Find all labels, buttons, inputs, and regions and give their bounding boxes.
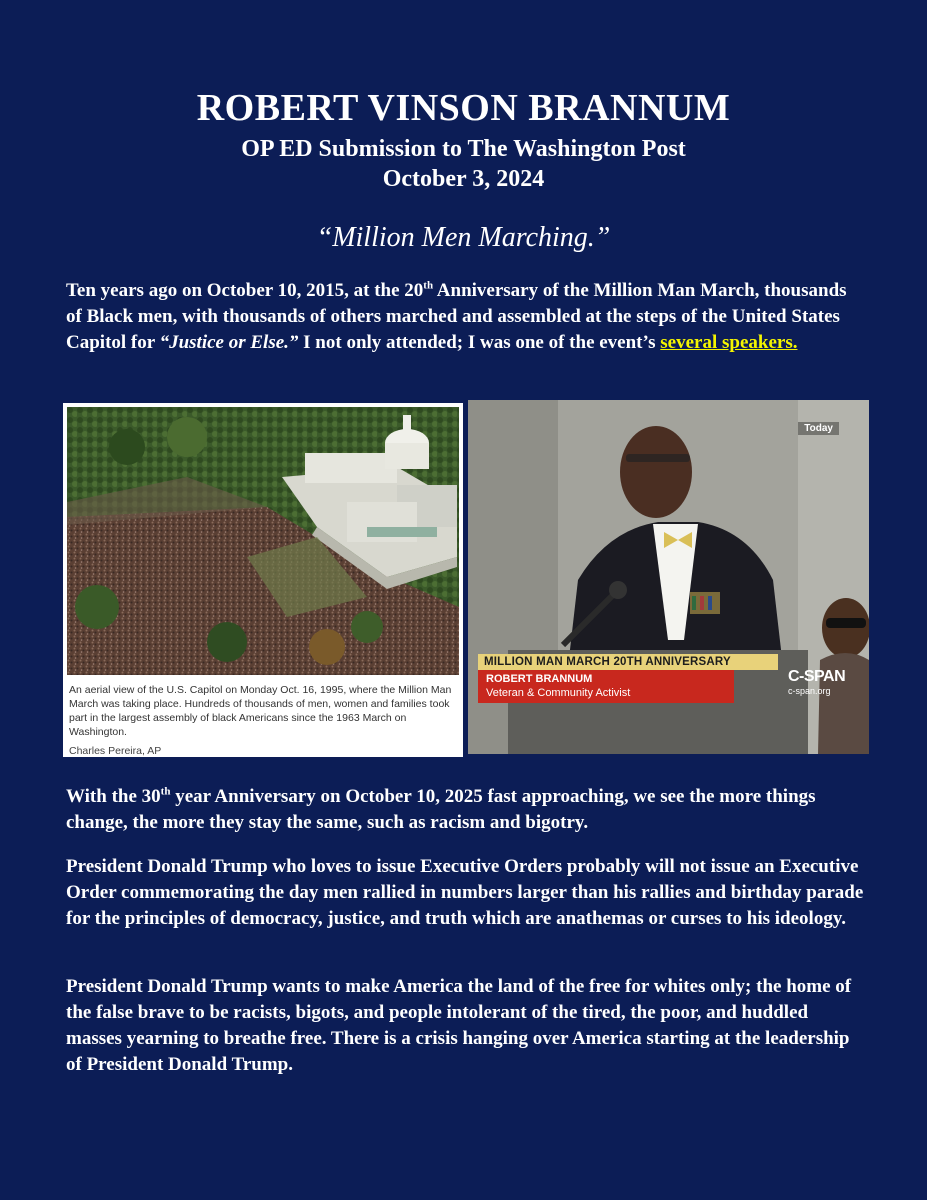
paragraph-intro xyxy=(66,278,866,356)
justice-or-else-quote: “Justice or Else.” xyxy=(159,332,299,353)
network-watermark xyxy=(788,668,845,696)
paragraph-anniversary xyxy=(66,784,866,836)
op-ed-headline: “Million Men Marching.” xyxy=(316,222,611,253)
cspan-url: c-span.org xyxy=(788,686,831,696)
event-banner: MILLION MAN MARCH 20TH ANNIVERSARY xyxy=(478,654,778,670)
several-speakers-link[interactable]: several speakers. xyxy=(660,332,798,353)
speaker-role: Veteran & Community Activist xyxy=(486,687,631,699)
aerial-image xyxy=(67,407,459,675)
broadcast-lower-third xyxy=(478,654,778,703)
paragraph-anniversary-text-1: With the 30 xyxy=(66,786,161,807)
submission-date: October 3, 2024 xyxy=(382,166,545,192)
cspan-logo: C-SPAN xyxy=(788,668,846,685)
today-corner-label: Today xyxy=(798,422,839,435)
paragraph-crisis: President Donald Trump wants to make America the land of the free for whites only; the home of the false brave to be racists, bigots, and people intolerant of the tired, the poor, and huddled masses yearning to breathe free. There is a crisis hanging over America starting at the leadership of President Donald Trump. xyxy=(66,976,852,1075)
speaker-nameplate xyxy=(478,670,734,703)
aerial-illustration xyxy=(67,407,459,675)
aerial-capitol-photo xyxy=(63,403,463,757)
submission-subtitle: OP ED Submission to The Washington Post xyxy=(241,136,686,162)
paragraph-anniversary-text-2: year Anniversary on October 10, 2025 fast approaching, we see the more things change, the more they stay the same, such as racism and bigotry. xyxy=(66,786,816,833)
aerial-photo-caption: An aerial view of the U.S. Capitol on Monday Oct. 16, 1995, where the Million Man March was taking place. Hundreds of thousands of men, women and families took part in the largest assembly of black Americans since the 1963 March on Washington. xyxy=(69,684,452,738)
speaker-photo xyxy=(468,400,869,754)
speaker-name: ROBERT BRANNUM xyxy=(486,673,593,685)
paragraph-intro-text-1: Ten years ago on October 10, 2015, at the 20 xyxy=(66,280,424,301)
aerial-photo-credit: Charles Pereira, AP xyxy=(69,745,162,757)
ordinal-suffix: th xyxy=(160,785,171,798)
author-title: ROBERT VINSON BRANNUM xyxy=(196,87,731,129)
paragraph-intro-text-2: Anniversary of the Million Man March, thousands of Black men, with thousands of others marched and assembled at the steps of the United States Capitol for xyxy=(66,280,847,353)
paragraph-intro-text-3: I not only attended; I was one of the event’s xyxy=(298,332,661,353)
ordinal-suffix: th xyxy=(423,279,434,292)
paragraph-executive-orders: President Donald Trump who loves to issue Executive Orders probably will not issue an Executive Order commemorating the day men rallied in numbers larger than his rallies and birthday parade for the principles of democracy, justice, and truth which are anathemas or curses to his ideology. xyxy=(66,856,864,929)
document-header xyxy=(0,86,927,194)
